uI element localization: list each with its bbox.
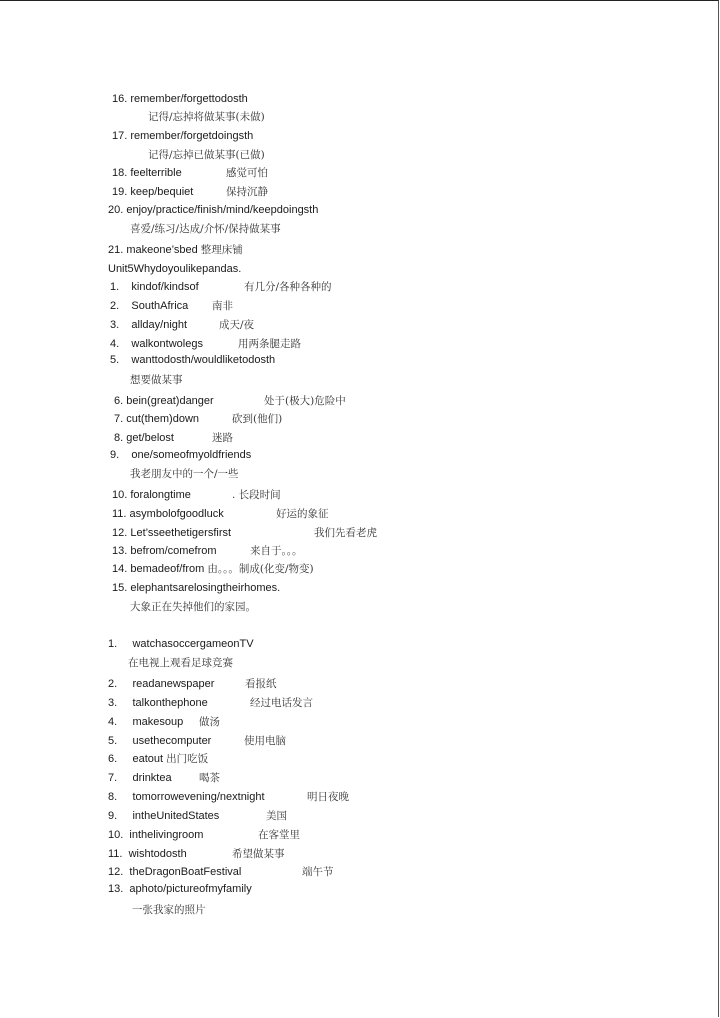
list-item: 4. walkontwolegs xyxy=(110,338,203,350)
list-item-translation: 记得/忘掉已做某事(已做) xyxy=(148,149,265,161)
list-item: 19. keep/bequiet xyxy=(112,186,194,198)
list-item-translation: 一张我家的照片 xyxy=(132,904,206,916)
unit-title: Unit5Whydoyoulikepandas. xyxy=(108,263,242,275)
list-item: 7. cut(them)down xyxy=(114,413,200,425)
list-item: 9. one/someofmyoldfriends xyxy=(110,449,252,461)
list-item: 12. theDragonBoatFestival xyxy=(108,866,242,878)
list-item-translation: 我老朋友中的一个/一些 xyxy=(130,468,239,480)
list-item: 10. foralongtime xyxy=(112,489,191,501)
list-item-translation: 喝茶 xyxy=(199,772,220,784)
list-item-translation: 我们先看老虎 xyxy=(314,527,377,539)
list-item-translation: 大象正在失掉他们的家园。 xyxy=(130,601,256,613)
list-item: 11. wishtodosth xyxy=(108,848,187,860)
list-item: 4. makesoup xyxy=(108,716,184,728)
list-item-translation: 在电视上观看足球竞赛 xyxy=(128,657,233,669)
list-item-translation: 好运的象征 xyxy=(276,508,329,520)
list-item-translation: 美国 xyxy=(266,810,287,822)
list-item: 8. get/belost xyxy=(114,432,174,444)
list-item: 13. aphoto/pictureofmyfamily xyxy=(108,883,252,895)
list-item-translation: 记得/忘掉将做某事(未做) xyxy=(148,111,265,123)
list-item-translation: 有几分/各种各种的 xyxy=(244,281,332,293)
list-item: 9. intheUnitedStates xyxy=(108,810,220,822)
list-item: 20. enjoy/practice/finish/mind/keepdoingsth xyxy=(108,204,319,216)
list-item: 17. remember/forgetdoingsth xyxy=(112,130,254,142)
list-item: 10. inthelivingroom xyxy=(108,829,204,841)
list-item: 3. talkonthephone xyxy=(108,697,208,709)
list-item-translation: 感觉可怕 xyxy=(226,167,268,179)
list-item-translation: 喜爱/练习/达成/介怀/保持做某事 xyxy=(130,223,281,235)
list-item-translation: 在客堂里 xyxy=(258,829,300,841)
list-item-translation: 砍到(他们) xyxy=(232,413,283,425)
list-item: 15. elephantsarelosingtheirhomes. xyxy=(112,582,281,594)
list-item-translation: 南非 xyxy=(212,300,233,312)
list-item: 1. watchasoccergameonTV xyxy=(108,638,254,650)
list-item: 7. drinktea xyxy=(108,772,172,784)
list-item-translation: 使用电脑 xyxy=(244,735,286,747)
list-item: 12. Let’sseethetigersfirst xyxy=(112,527,232,539)
list-item: 16. remember/forgettodosth xyxy=(112,93,248,105)
list-item-translation: 迷路 xyxy=(212,432,233,444)
list-item-translation: . 长段时间 xyxy=(232,489,281,501)
list-item: 6. eatout 出门吃饭 xyxy=(108,753,209,765)
list-item-translation: 保持沉静 xyxy=(226,186,268,198)
list-item: 2. readanewspaper xyxy=(108,678,215,690)
list-item: 3. allday/night xyxy=(110,319,188,331)
list-item: 18. feelterrible xyxy=(112,167,182,179)
list-item-translation: 来自于。。。 xyxy=(250,545,303,557)
list-item-translation: 端午节 xyxy=(302,866,334,878)
list-item: 13. befrom/comefrom xyxy=(112,545,217,557)
list-item-translation: 做汤 xyxy=(199,716,220,728)
list-item: 5. usethecomputer xyxy=(108,735,212,747)
list-item-translation: 处于(极大)危险中 xyxy=(264,395,346,407)
list-item-translation: 用两条腿走路 xyxy=(238,338,301,350)
list-item: 5. wanttodosth/wouldliketodosth xyxy=(110,354,276,366)
list-item-translation: 明日夜晚 xyxy=(307,791,349,803)
list-item-translation: 看报纸 xyxy=(245,678,277,690)
list-item: 14. bemadeof/from 由。。。制成(化变/物变) xyxy=(112,563,314,575)
list-item: 6. bein(great)danger xyxy=(114,395,214,407)
list-item: 21. makeone’sbed 整理床铺 xyxy=(108,244,243,256)
list-item: 2. SouthAfrica xyxy=(110,300,189,312)
list-item-translation: 想要做某事 xyxy=(130,374,183,386)
list-item-translation: 经过电话发言 xyxy=(250,697,313,709)
list-item: 8. tomorrowevening/nextnight xyxy=(108,791,265,803)
list-item-translation: 成天/夜 xyxy=(219,319,255,331)
list-item-translation: 希望做某事 xyxy=(232,848,285,860)
list-item: 11. asymbolofgoodluck xyxy=(112,508,224,520)
list-item: 1. kindof/kindsof xyxy=(110,281,199,293)
